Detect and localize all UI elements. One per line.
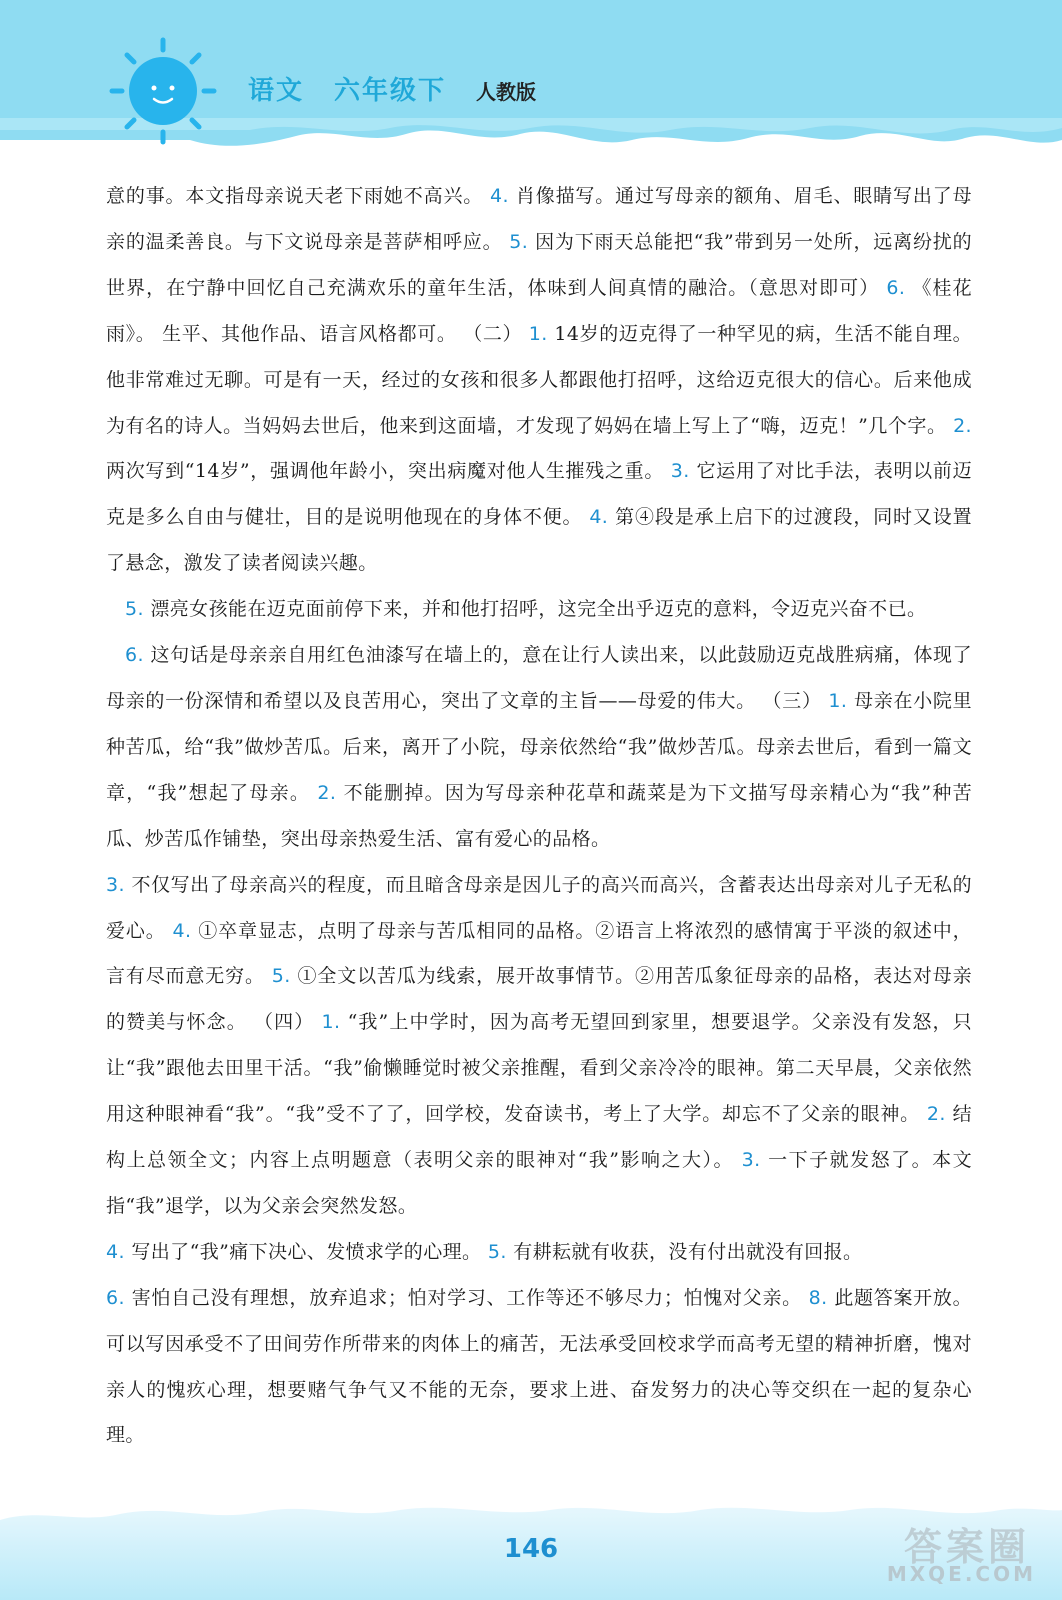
- sun-icon: [108, 36, 218, 146]
- answer-paragraph: [106, 1230, 972, 1276]
- question-number: 4.: [106, 1240, 132, 1263]
- edition-label: 人教版: [476, 80, 537, 104]
- answer-text: 意的事。本文指母亲说天老下雨她不高兴。: [106, 185, 484, 207]
- answer-paragraph: [106, 863, 972, 1230]
- question-number: 1.: [321, 1011, 348, 1034]
- answer-text: 一下子就发怒了。本文指“我”退学，以为父亲会突然发怒。: [106, 1149, 972, 1217]
- answer-text: 14岁的迈克得了一种罕见的病，生活不能自理。他非常难过无聊。可是有一天，经过的女孩和很多人都跟他打招呼，这给迈克很大的信心。后来他成为有名的诗人。当妈妈去世后，他来到这面墙，才发现了妈妈在墙上写上了“嗨，迈克！”几个字。: [106, 322, 972, 437]
- answer-text: 肖像描写。通过写母亲的额角、眉毛、眼睛写出了母亲的温柔善良。与下文说母亲是菩萨相呼应。: [106, 185, 972, 253]
- answer-text: ①卒章显志，点明了母亲与苦瓜相同的品格。②语言上将浓烈的感情寓于平淡的叙述中，言有尽而意无穷。: [106, 919, 972, 988]
- answer-text: 它运用了对比手法，表明以前迈克是多么自由与健壮，目的是说明他现在的身体不便。: [106, 460, 972, 529]
- question-number: 4.: [490, 185, 516, 207]
- answer-paragraph: [106, 1276, 972, 1460]
- question-number: 3.: [106, 873, 132, 896]
- answer-paragraph: [106, 174, 972, 587]
- page-header-title: [248, 70, 536, 110]
- question-number: 5.: [125, 598, 151, 621]
- question-number: 3.: [670, 460, 697, 483]
- question-number: 8.: [808, 1286, 835, 1309]
- question-number: 5.: [271, 965, 298, 988]
- question-number: 1.: [528, 322, 555, 345]
- question-number: 3.: [741, 1149, 769, 1172]
- page-number: 146: [503, 1534, 559, 1564]
- answer-text: “我”上中学时，因为高考无望回到家里，想要退学。父亲没有发怒，只让“我”跟他去田里干活。“我”偷懒睡觉时被父亲推醒，看到父亲冷冷的眼神。第二天早晨，父亲依然用这种眼神看“我”。“我”受不了了，回学校，发奋读书，考上了大学。却忘不了父亲的眼神。: [106, 1011, 972, 1126]
- subject-label: 语文: [248, 76, 305, 106]
- question-number: 2.: [317, 781, 344, 804]
- watermark-logo: [861, 1516, 1036, 1586]
- answer-text: 不能删掉。因为写母亲种花草和蔬菜是为下文描写母亲精心为“我”种苦瓜、炒苦瓜作铺垫，突出母亲热爱生活、富有爱心的品格。: [106, 781, 972, 850]
- answer-text: 两次写到“14岁”，强调他年龄小，突出病魔对他人生摧残之重。: [106, 460, 665, 483]
- question-number: 5.: [509, 230, 536, 253]
- answer-paragraph: [106, 633, 972, 863]
- answer-text: 写出了“我”痛下决心、发愤求学的心理。: [131, 1240, 482, 1263]
- answer-paragraph: [106, 587, 972, 633]
- answer-text: 母亲在小院里种苦瓜，给“我”做炒苦瓜。后来，离开了小院，母亲依然给“我”做炒苦瓜。母亲去世后，看到一篇文章，“我”想起了母亲。: [106, 689, 972, 804]
- answer-text: 第④段是承上启下的过渡段，同时又设置了悬念，激发了读者阅读兴趣。: [106, 506, 972, 575]
- answer-text: 因为下雨天总能把“我”带到另一处所，远离纷扰的世界，在宁静中回忆自己充满欢乐的童年生活，体味到人间真情的融洽。（意思对即可）: [106, 230, 972, 299]
- question-number: 2.: [953, 414, 972, 437]
- answer-text: 这句话是母亲亲自用红色油漆写在墙上的，意在让行人读出来，以此鼓励迈克战胜病痛，体现了母亲的一份深情和希望以及良苦用心，突出了文章的主旨——母爱的伟大。 （三）: [106, 644, 972, 712]
- question-number: 4.: [172, 919, 199, 942]
- answer-text: ①全文以苦瓜为线索，展开故事情节。②用苦瓜象征母亲的品格，表达对母亲的赞美与怀念。 （四）: [106, 965, 972, 1034]
- question-number: 6.: [106, 1286, 132, 1309]
- answer-text: 害怕自己没有理想，放弃追求；怕对学习、工作等还不够尽力；怕愧对父亲。: [131, 1286, 802, 1309]
- question-number: 1.: [828, 689, 855, 712]
- question-number: 6.: [125, 644, 151, 667]
- answer-text: 《桂花雨》。 生平、其他作品、语言风格都可。 （二）: [106, 276, 972, 345]
- watermark-url: MXQE.COM: [886, 1562, 1036, 1586]
- answer-text: 有耕耘就有收获，没有付出就没有回报。: [513, 1240, 863, 1263]
- answer-text: 漂亮女孩能在迈克面前停下来，并和他打招呼，这完全出乎迈克的意料，令迈克兴奋不已。: [150, 598, 927, 621]
- answer-text: 结构上总领全文；内容上点明题意（表明父亲的眼神对“我”影响之大）。: [106, 1103, 972, 1172]
- question-number: 2.: [926, 1103, 953, 1126]
- answer-text-body: [106, 174, 972, 1459]
- question-number: 5.: [487, 1240, 514, 1263]
- watermark-title: 答案圈: [903, 1525, 1030, 1569]
- question-number: 4.: [589, 506, 616, 529]
- question-number: 6.: [886, 276, 913, 299]
- answer-text: 此题答案开放。可以写因承受不了田间劳作所带来的肉体上的痛苦，无法承受回校求学而高考无望的精神折磨，愧对亲人的愧疚心理，想要赌气争气又不能的无奈，要求上进、奋发努力的决心等交织在一起的复杂心理。: [106, 1286, 972, 1447]
- answer-text: 不仅写出了母亲高兴的程度，而且暗含母亲是因儿子的高兴而高兴，含蓄表达出母亲对儿子无私的爱心。: [106, 873, 973, 942]
- grade-label: 六年级下: [334, 76, 447, 106]
